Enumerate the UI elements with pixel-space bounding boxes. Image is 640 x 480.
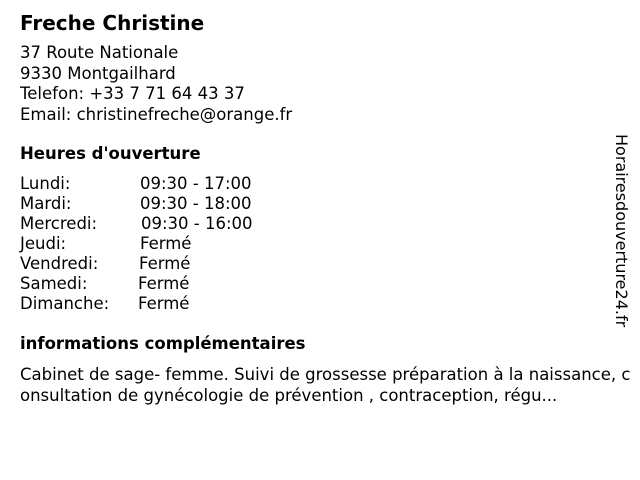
hours-time: 09:30 - 16:00 [141, 214, 253, 233]
address-line-city: 9330 Montgailhard [20, 63, 176, 83]
watermark-text: Horairesdouverture24.fr [612, 134, 631, 328]
hours-row [20, 174, 320, 194]
hours-row [20, 254, 320, 274]
hours-time: 09:30 - 17:00 [140, 174, 252, 193]
hours-row [20, 274, 320, 294]
hours-day: Dimanche: [20, 294, 110, 313]
hours-time: Fermé [138, 274, 190, 293]
contact-block [20, 43, 292, 125]
hours-day: Samedi: [20, 274, 88, 293]
extra-info-heading: informations complémentaires [20, 334, 306, 353]
business-name: Freche Christine [20, 11, 205, 35]
hours-day: Jeudi: [20, 234, 67, 253]
hours-row [20, 214, 320, 234]
description-text: Cabinet de sage- femme. Suivi de grossesse préparation à la naissance, consultation de gynécologie de prévention , contraception, régu... [20, 365, 631, 405]
hours-row [20, 294, 320, 314]
email-text: Email: christinefreche@orange.fr [20, 104, 293, 124]
site-watermark [610, 134, 634, 344]
phone-text: Telefon: +33 7 71 64 43 37 [20, 84, 245, 103]
hours-time: Fermé [139, 254, 191, 273]
hours-row [20, 234, 320, 254]
hours-day: Mardi: [20, 194, 72, 213]
hours-row [20, 194, 320, 214]
hours-heading: Heures d'ouverture [20, 144, 201, 163]
hours-time: 09:30 - 18:00 [140, 194, 252, 213]
hours-day: Mercredi: [20, 214, 98, 233]
hours-day: Lundi: [20, 174, 71, 193]
hours-time: Fermé [140, 234, 192, 253]
address-line-street: 37 Route Nationale [20, 43, 179, 62]
hours-time: Fermé [138, 294, 190, 313]
hours-table [20, 174, 320, 314]
hours-day: Vendredi: [20, 254, 99, 273]
